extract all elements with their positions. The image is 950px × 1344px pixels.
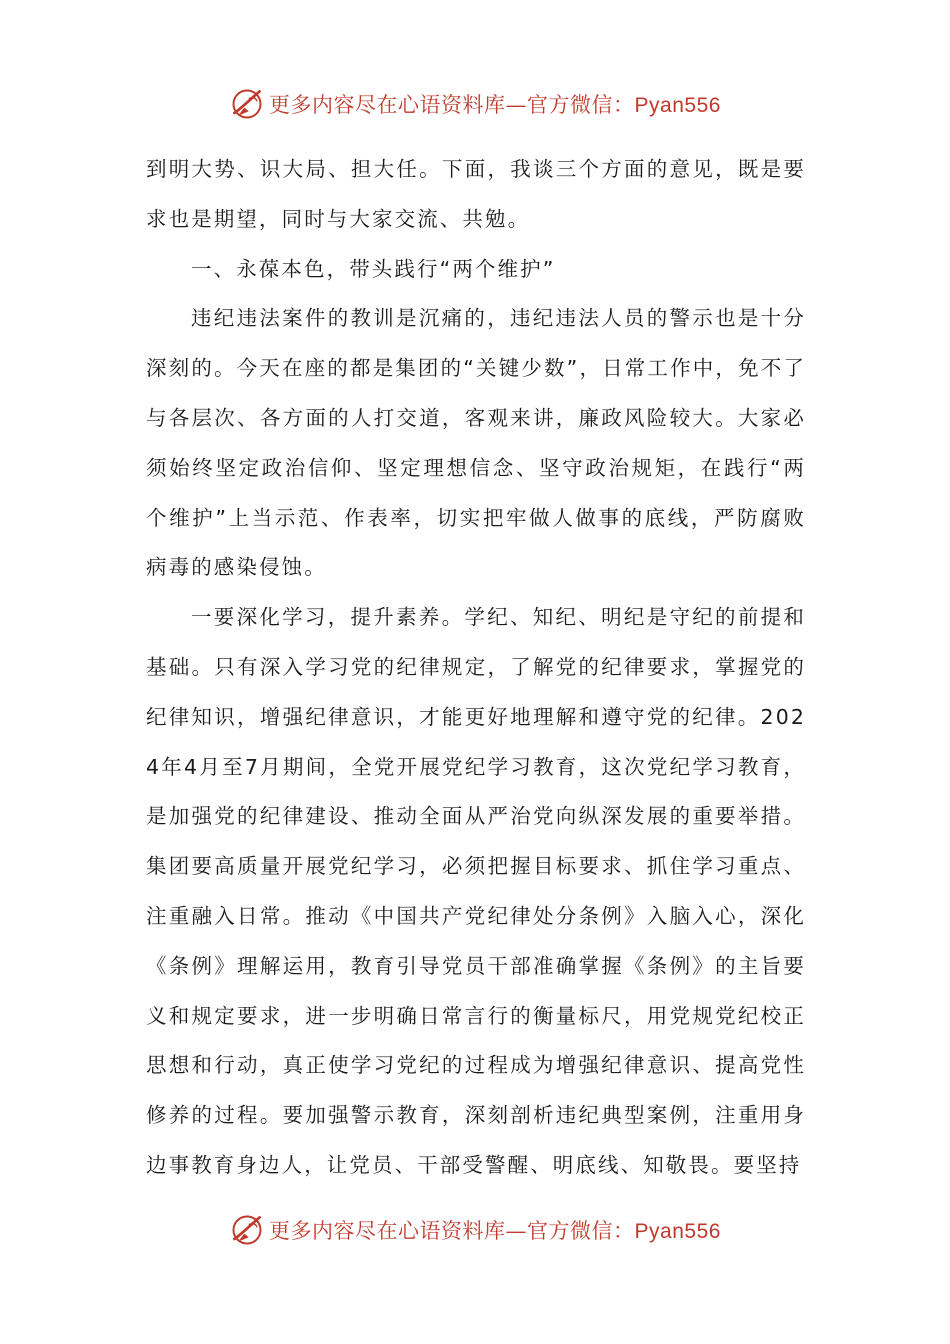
pen-logo-icon	[229, 1212, 265, 1248]
wechat-id: Pyan556	[634, 1220, 721, 1243]
paragraph: 违纪违法案件的教训是沉痛的，违纪违法人员的警示也是十分深刻的。今天在座的都是集团的“关键少数”，日常工作中，免不了与各层次、各方面的人打交道，客观来讲，廉政风险较大。大家必须始终坚定政治信仰、坚定理想信念、坚守政治规矩，在践行“两个维护”上当示范、作表率，切实把牢做人做事的底线，严防腐败病毒的感染侵蚀。	[146, 306, 806, 580]
banner-text: 更多内容尽在心语资料库—官方微信：Pyan556	[269, 93, 721, 117]
paragraph: 到明大势、识大局、担大任。下面，我谈三个方面的意见，既是要求也是期望，同时与大家交流、共勉。	[146, 157, 806, 231]
wechat-id: Pyan556	[634, 94, 721, 117]
paragraph: 一要深化学习，提升素养。学纪、知纪、明纪是守纪的前提和基础。只有深入学习党的纪律规定，了解党的纪律要求，掌握党的纪律知识，增强纪律意识，才能更好地理解和遵守党的纪律。2024年4月至7月期间，全党开展党纪学习教育，这次党纪学习教育，是加强党的纪律建设、推动全面从严治党向纵深发展的重要举措。集团要高质量开展党纪学习，必须把握目标要求、抓住学习重点、注重融入日常。推动《中国共产党纪律处分条例》入脑入心，深化《条例》理解运用，教育引导党员干部准确掌握《条例》的主旨要义和规定要求，进一步明确日常言行的衡量标尺，用党规党纪校正思想和行动，真正使学习党纪的过程成为增强纪律意识、提高党性修养的过程。要加强警示教育，深刻剖析违纪典型案例，注重用身边事教育身边人，让党员、干部受警醒、明底线、知敬畏。要坚持	[146, 605, 806, 1177]
banner-text: 更多内容尽在心语资料库—官方微信：Pyan556	[269, 1219, 721, 1243]
section-heading: 一、永葆本色，带头践行“两个维护”	[191, 256, 556, 281]
footer-banner	[0, 1210, 950, 1250]
pen-logo-icon	[229, 86, 265, 122]
document-body	[146, 145, 806, 1191]
header-banner	[0, 84, 950, 124]
